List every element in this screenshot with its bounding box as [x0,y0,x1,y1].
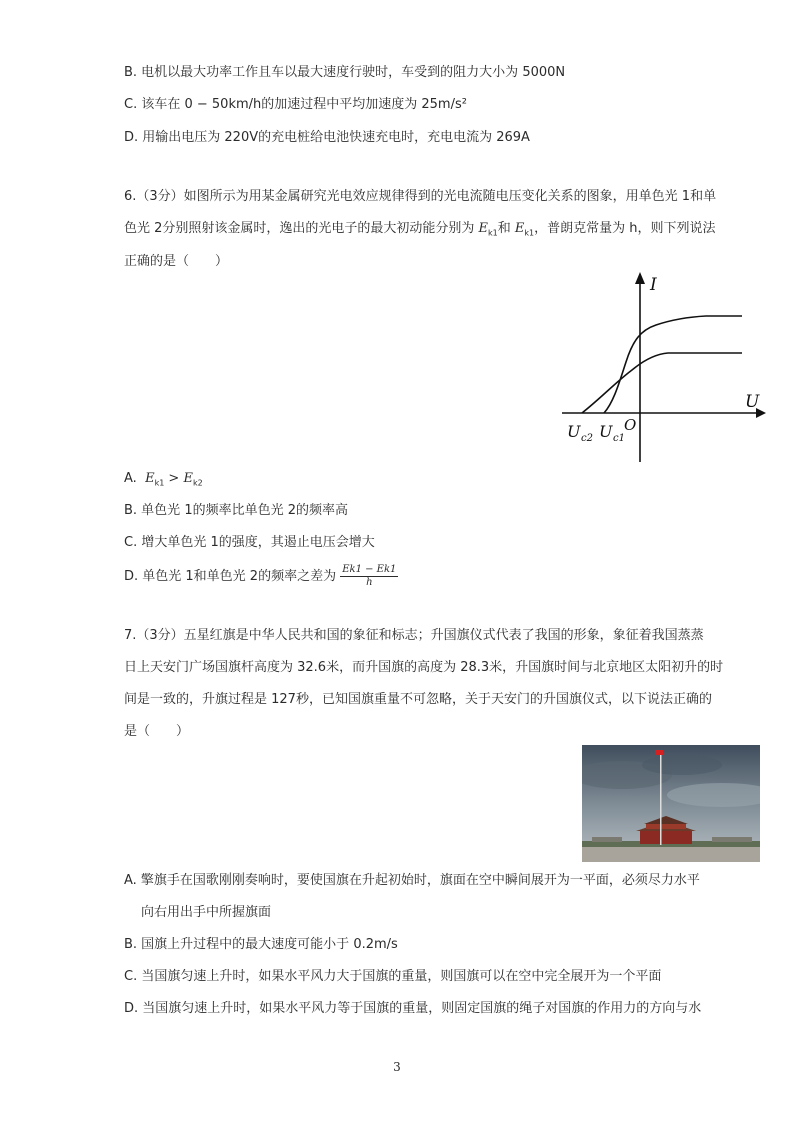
q7-stem-line1: 7.（3分）五星红旗是中华人民共和国的象征和标志；升国旗仪式代表了我国的形象，象征着我国蒸蒸 [124,628,704,643]
q6-stem-line2-mid: 和 [497,221,515,236]
q7-option-a-line2: 向右用出手中所握旗面 [141,905,272,920]
q6-stem-line3: 正确的是（ ） [124,254,229,269]
i-axis-label: I [650,275,657,295]
uc2-subscript: c2 [581,433,593,444]
q6-stem-line2-post: ，普朗克常量为 h，则下列说法 [534,221,716,236]
uc2-label: U [567,422,581,441]
q6-option-a-e1: E [145,471,155,486]
uc1-label: U [599,422,613,441]
u-axis-label: U [745,392,760,412]
q6-option-b: B. 单色光 1的频率比单色光 2的频率高 [124,503,348,518]
fraction-denominator: h [366,577,373,588]
q7-option-d: D. 当国旗匀速上升时，如果水平风力等于国旗的重量，则固定国旗的绳子对国旗的作用力的方向与水 [124,1001,702,1016]
q6-option-c: C. 增大单色光 1的强度，其遏止电压会增大 [124,535,375,550]
fraction-numerator: Ek1 − Ek1 [342,564,397,575]
tiananmen-flag-photo [582,745,760,862]
q6-stem-line2-pre: 色光 2分别照射该金属时，逸出的光电子的最大初动能分别为 [124,221,479,236]
q5-option-c: C. 该车在 0 − 50km/h的加速过程中平均加速度为 25m/s² [124,97,467,112]
q6-stem-line2 [124,220,716,243]
ek1-symbol: E [478,221,489,236]
q6-option-a-s2: k2 [192,478,203,488]
q6-option-a [124,470,203,493]
uc1-subscript: c1 [613,433,625,444]
q6-stem-line1: 6.（3分）如图所示为用某金属研究光电效应规律得到的光电流随电压变化关系的图象，用单色光 1和单 [124,189,717,204]
ek2-symbol: E [514,221,525,236]
q5-option-b: B. 电机以最大功率工作且车以最大速度行驶时，车受到的阻力大小为 5000N [124,65,566,80]
q6-option-a-s1: k1 [154,478,165,488]
q6-option-d-prefix: D. 单色光 1和单色光 2的频率之差为 [124,569,341,584]
q6-option-a-prefix: A. [124,471,137,486]
ek1-subscript: k1 [488,228,498,238]
i-axis-arrow [635,272,645,284]
curve-light-2 [582,353,742,413]
ek2-subscript: k1 [524,228,535,238]
q6-option-a-op: > [164,471,184,486]
q7-stem-line4: 是（ ） [124,724,190,739]
q6-option-a-e2: E [183,471,193,486]
origin-label: O [624,416,637,434]
q7-stem-line2: 日上天安门广场国旗杆高度为 32.6米，而升国旗的高度为 28.3米，升国旗时间与北京地区太阳初升的时 [124,660,724,675]
q6-option-d [124,564,398,589]
q5-option-d: D. 用输出电压为 220V的充电桩给电池快速充电时，充电电流为 269A [124,130,530,145]
photoelectric-iu-graph [556,270,766,465]
q7-option-a-line1: A. 擎旗手在国歌刚刚奏响时，要使国旗在升起初始时，旗面在空中瞬间展开为一平面，必须尽力水平 [124,873,700,888]
frequency-difference-fraction [340,564,398,589]
q7-option-c: C. 当国旗匀速上升时，如果水平风力大于国旗的重量，则国旗可以在空中完全展开为一个平面 [124,969,662,984]
page-number: 3 [393,1060,401,1074]
q7-stem-line3: 间是一致的，升旗过程是 127秒，已知国旗重量不可忽略，关于天安门的升国旗仪式，以下说法正确的 [124,692,712,707]
curve-light-1 [604,316,742,413]
q7-option-b: B. 国旗上升过程中的最大速度可能小于 0.2m/s [124,937,398,952]
